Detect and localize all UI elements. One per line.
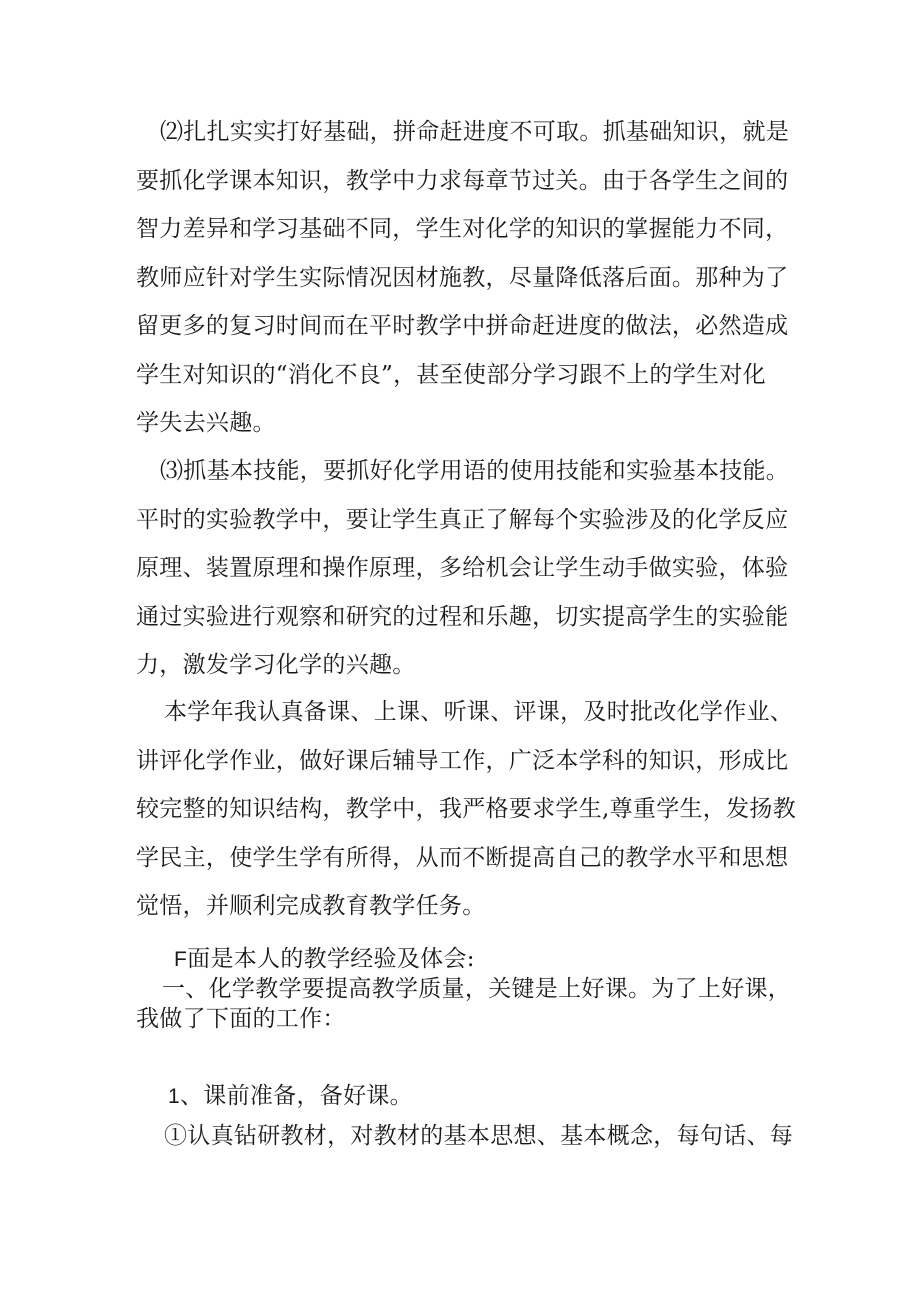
text-line: 我做了下面的工作：	[136, 1006, 346, 1032]
text-line: 原理、装置原理和操作原理，多给机会让学生动手做实验，体验	[136, 555, 789, 581]
text-span: 、课前准备，备好课。	[179, 1083, 413, 1109]
text-line: 留更多的复习时间而在平时教学中拼命赶进度的做法，必然造成	[136, 313, 789, 339]
text-span: 面是本人的教学经验及体会:	[187, 946, 475, 972]
text-line: 本学年我认真备课、上课、听课、评课，及时批改化学作业、	[164, 699, 794, 725]
text-line: 学生对知识的“消化不良”，甚至使部分学习跟不上的学生对化	[136, 361, 766, 388]
paragraph-solid-foundation	[136, 108, 790, 448]
paragraph-basic-skills	[136, 447, 790, 690]
text-line: 平时的实验教学中，要让学生真正了解每个实验涉及的化学反应	[136, 506, 789, 533]
text-line: 学民主，使学生学有所得，从而不断提高自己的教学水平和思想	[136, 844, 789, 871]
text-line: 教师应针对学生实际情况因材施教，尽量降低落后面。那种为了	[136, 264, 789, 291]
text-line: 觉悟，并顺利完成教育教学任务。	[136, 893, 486, 919]
text-line: 学失去兴趣。	[136, 410, 276, 436]
text-line: ①认真钻研教材，对教材的基本思想、基本概念，每句话、每	[164, 1123, 794, 1149]
text-line: 要抓化学课本知识，教学中力求每章节过关。由于各学生之间的	[136, 167, 789, 194]
text-line: 较完整的知识结构，教学中，我严格要求学生,尊重学生，发扬教	[136, 796, 797, 822]
paragraph-study-textbook	[136, 1112, 794, 1161]
text-line: ⑵扎扎实实打好基础，拼命赶进度不可取。抓基础知识，就是	[160, 119, 790, 145]
text-line: 力，激发学习化学的兴趣。	[136, 652, 416, 678]
list-number: 1	[168, 1085, 180, 1108]
text-line: 一、化学教学要提高教学质量，关键是上好课。为了上好课，	[162, 976, 792, 1002]
text-line: ⑶抓基本技能，要抓好化学用语的使用技能和实验基本技能。	[160, 458, 790, 484]
ocr-letter-f: F	[174, 948, 188, 971]
text-line: 通过实验进行观察和研究的过程和乐趣，切实提高学生的实验能	[136, 603, 789, 630]
paragraph-teaching-experience	[136, 944, 792, 1034]
text-line	[136, 944, 756, 974]
text-line: 讲评化学作业，做好课后辅导工作，广泛本学科的知识，形成比	[136, 747, 789, 774]
text-line: 智力差异和学习基础不同，学生对化学的知识的掌握能力不同，	[136, 216, 789, 242]
paragraph-school-year-summary	[136, 688, 797, 931]
